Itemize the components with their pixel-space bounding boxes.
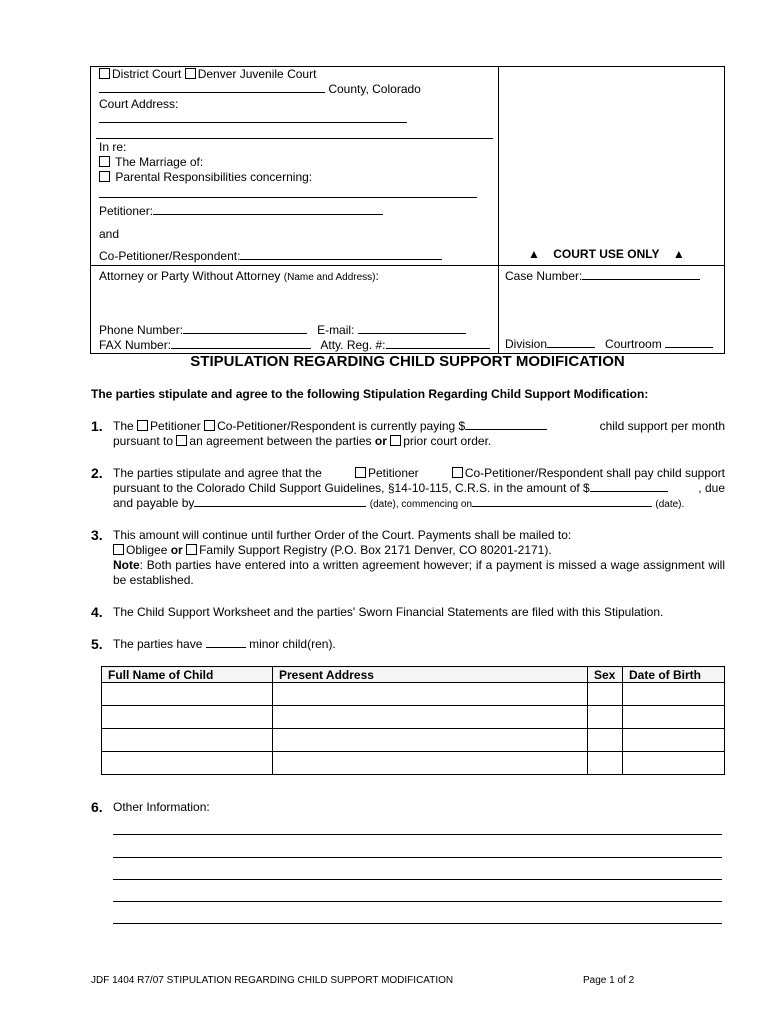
- col-dob-header: Date of Birth: [623, 667, 725, 683]
- triangle-up-icon: ▲: [528, 247, 540, 261]
- item-2-commence-date-field[interactable]: [472, 496, 652, 507]
- petitioner-label: Petitioner:: [99, 204, 154, 218]
- item-3-or: or: [170, 543, 183, 557]
- table-row: [102, 706, 725, 729]
- child-sex-cell[interactable]: [588, 729, 623, 752]
- obligee-checkbox[interactable]: [113, 544, 124, 555]
- item-1-text-c: pursuant to: [113, 434, 174, 448]
- court-divider: [96, 138, 493, 139]
- other-info-line[interactable]: [113, 857, 722, 858]
- children-table: [101, 666, 725, 775]
- child-name-cell[interactable]: [102, 729, 273, 752]
- case-number-row: [505, 269, 700, 283]
- marriage-checkbox[interactable]: [99, 156, 110, 167]
- county-row: [99, 82, 421, 96]
- item-1-agreement-checkbox[interactable]: [176, 435, 187, 446]
- item-1-text-a: The: [113, 419, 134, 433]
- copetitioner-label: Co-Petitioner/Respondent:: [99, 249, 241, 263]
- item-1-prior-checkbox[interactable]: [390, 435, 401, 446]
- item-1-petitioner-label: Petitioner: [150, 419, 201, 433]
- item-2-amount-field[interactable]: [590, 481, 668, 492]
- division-field[interactable]: [547, 337, 595, 348]
- other-info-line[interactable]: [113, 834, 722, 835]
- item-1: [113, 419, 725, 449]
- email-field[interactable]: [358, 323, 466, 334]
- item-1-number: 1.: [91, 418, 103, 434]
- item-3-number: 3.: [91, 527, 103, 543]
- parental-checkbox[interactable]: [99, 171, 110, 182]
- county-label: County, Colorado: [328, 82, 421, 96]
- attorney-row: [99, 269, 379, 283]
- other-info-line[interactable]: [113, 901, 722, 902]
- triangle-up-icon: ▲: [672, 247, 685, 261]
- item-2-copetitioner-label: Co-Petitioner/Respondent shall pay child support: [464, 466, 725, 480]
- parental-row: [99, 170, 312, 184]
- table-row: [102, 729, 725, 752]
- caption-right-box: [498, 66, 725, 354]
- fax-row: [99, 338, 490, 352]
- child-dob-cell[interactable]: [623, 683, 725, 706]
- child-sex-cell[interactable]: [588, 752, 623, 775]
- fsr-checkbox[interactable]: [186, 544, 197, 555]
- item-1-petitioner-checkbox[interactable]: [137, 420, 148, 431]
- marriage-label: The Marriage of:: [115, 155, 204, 169]
- fax-label: FAX Number:: [99, 338, 172, 352]
- item-5-number: 5.: [91, 636, 103, 652]
- child-address-cell[interactable]: [273, 729, 588, 752]
- court-use-label: COURT USE ONLY: [553, 247, 660, 261]
- item-2-copetitioner-checkbox[interactable]: [452, 467, 463, 478]
- item-3-text-a: This amount will continue until further Order of the Court. Payments shall be mailed to:: [113, 528, 572, 542]
- case-number-label: Case Number:: [505, 269, 583, 283]
- item-2-text-a: The parties stipulate and agree that the: [113, 466, 322, 480]
- county-field[interactable]: [99, 82, 325, 93]
- item-2-text-c: and payable by: [113, 496, 195, 510]
- intro-text: The parties stipulate and agree to the following Stipulation Regarding Child Support Modification:: [91, 387, 649, 401]
- case-number-field[interactable]: [582, 269, 700, 280]
- item-1-copetitioner-checkbox[interactable]: [204, 420, 215, 431]
- other-info-line[interactable]: [113, 879, 722, 880]
- item-4-text: The Child Support Worksheet and the parties' Sworn Financial Statements are filed with this Stipulation.: [113, 605, 664, 619]
- footer-left: JDF 1404 R7/07 STIPULATION REGARDING CHILD SUPPORT MODIFICATION: [91, 975, 454, 986]
- court-address-label: Court Address:: [99, 97, 179, 111]
- item-5-text-b: minor child(ren).: [249, 637, 336, 651]
- item-1-amount-field[interactable]: [465, 419, 547, 430]
- table-header-row: [102, 667, 725, 683]
- caption-divider: [90, 265, 725, 266]
- phone-row: [99, 323, 466, 337]
- parental-label: Parental Responsibilities concerning:: [115, 170, 313, 184]
- court-address-field[interactable]: [99, 122, 407, 123]
- child-name-cell[interactable]: [102, 752, 273, 775]
- item-2-due: , due: [698, 481, 725, 495]
- child-name-cell[interactable]: [102, 706, 273, 729]
- phone-label: Phone Number:: [99, 323, 184, 337]
- other-info-line[interactable]: [113, 923, 722, 924]
- marriage-row: [99, 155, 203, 169]
- parties-field[interactable]: [99, 197, 477, 198]
- item-2-number: 2.: [91, 465, 103, 481]
- atty-reg-field[interactable]: [386, 338, 490, 349]
- item-2-payable-date-field[interactable]: [194, 496, 366, 507]
- division-row: [505, 337, 713, 351]
- item-1-text-b: child support per month: [599, 419, 725, 433]
- item-6-text: Other Information:: [113, 800, 210, 814]
- item-1-copetitioner-label: Co-Petitioner/Respondent is currently paying $: [217, 419, 466, 433]
- col-address-header: Present Address: [273, 667, 588, 683]
- page-title: STIPULATION REGARDING CHILD SUPPORT MODIFICATION: [190, 353, 625, 370]
- item-2-date-note-2: (date).: [655, 499, 685, 510]
- juvenile-court-checkbox[interactable]: [185, 68, 196, 79]
- item-5: [113, 637, 336, 652]
- item-6-number: 6.: [91, 799, 103, 815]
- item-5-text-a: The parties have: [113, 637, 203, 651]
- child-name-cell[interactable]: [102, 683, 273, 706]
- and-label: and: [99, 227, 120, 241]
- footer-page: Page 1 of 2: [583, 975, 635, 986]
- item-1-prior-label: prior court order.: [403, 434, 492, 448]
- col-sex-header: Sex: [588, 667, 623, 683]
- email-label: E-mail:: [317, 323, 355, 337]
- courtroom-label: Courtroom: [605, 337, 662, 351]
- child-dob-cell[interactable]: [623, 752, 725, 775]
- fsr-label: Family Support Registry (P.O. Box 2171 Denver, CO 80201-2171).: [199, 543, 552, 557]
- item-2-date-note: (date), commencing on: [369, 499, 473, 510]
- attorney-label: Attorney or Party Without Attorney: [99, 269, 281, 283]
- phone-field[interactable]: [183, 323, 307, 334]
- item-3: [113, 528, 725, 588]
- atty-reg-label: Atty. Reg. #:: [320, 338, 386, 352]
- child-address-cell[interactable]: [273, 752, 588, 775]
- item-2-petitioner-label: Petitioner: [367, 466, 419, 480]
- court-use-only: [528, 247, 685, 261]
- child-address-cell[interactable]: [273, 683, 588, 706]
- district-court-label: District Court: [112, 67, 182, 81]
- juvenile-court-label: Denver Juvenile Court: [197, 67, 317, 81]
- item-1-or: or: [374, 434, 387, 448]
- fax-field[interactable]: [171, 338, 311, 349]
- table-row: [102, 683, 725, 706]
- child-sex-cell[interactable]: [588, 683, 623, 706]
- petitioner-field[interactable]: [153, 204, 383, 215]
- copetitioner-row: [99, 249, 442, 263]
- child-dob-cell[interactable]: [623, 729, 725, 752]
- courtroom-field[interactable]: [665, 337, 713, 348]
- note-label: Note: [113, 558, 140, 572]
- court-type-row: [99, 67, 316, 81]
- division-label: Division: [505, 337, 548, 351]
- item-4-number: 4.: [91, 604, 103, 620]
- item-2: [113, 466, 725, 512]
- in-re-label: In re:: [99, 140, 127, 154]
- child-address-cell[interactable]: [273, 706, 588, 729]
- district-court-checkbox[interactable]: [99, 68, 110, 79]
- note-text: : Both parties have entered into a written agreement however; if a payment is missed a wage assignment will be established.: [113, 558, 725, 587]
- child-dob-cell[interactable]: [623, 706, 725, 729]
- copetitioner-field[interactable]: [240, 249, 442, 260]
- table-row: [102, 752, 725, 775]
- item-1-agreement-label: an agreement between the parties: [189, 434, 372, 448]
- item-2-petitioner-checkbox[interactable]: [355, 467, 366, 478]
- child-sex-cell[interactable]: [588, 706, 623, 729]
- col-name-header: Full Name of Child: [102, 667, 273, 683]
- attorney-colon: :: [375, 269, 379, 283]
- petitioner-row: [99, 204, 383, 218]
- children-count-field[interactable]: [206, 637, 246, 648]
- item-2-text-b: pursuant to the Colorado Child Support Guidelines, §14-10-115, C.R.S. in the amount of $: [113, 481, 590, 495]
- attorney-note: (Name and Address): [283, 272, 376, 283]
- obligee-label: Obligee: [126, 543, 168, 557]
